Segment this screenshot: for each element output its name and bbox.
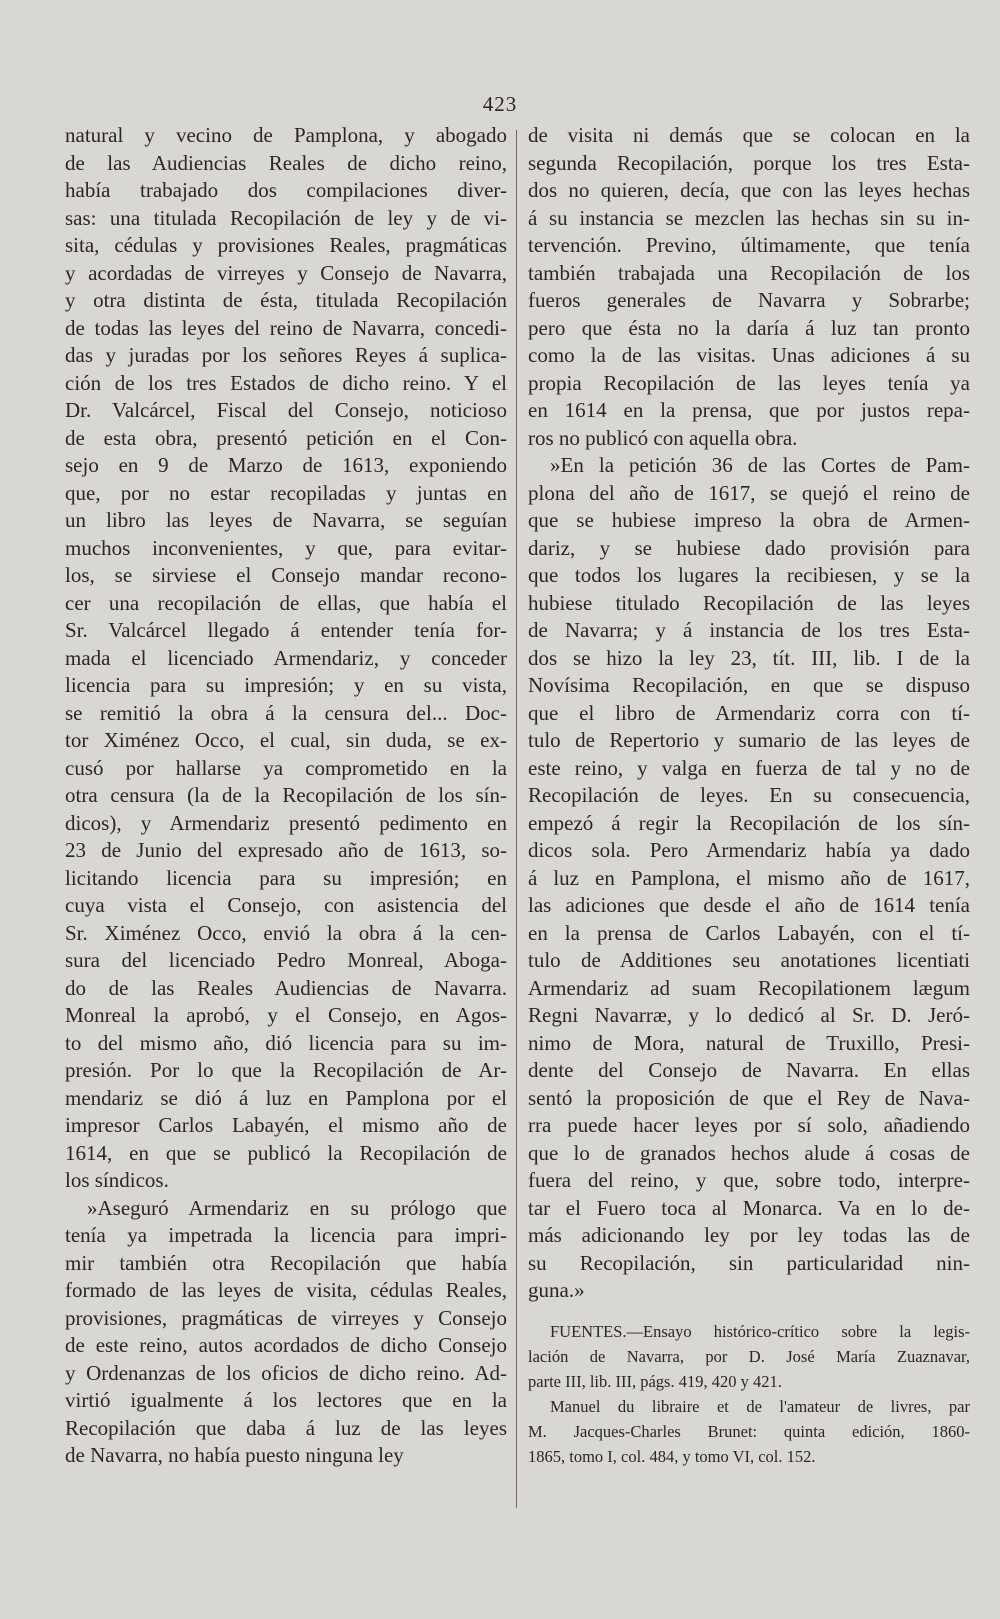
text-line: Monreal la aprobó, y el Consejo, en Agos- [65,1003,507,1027]
text-line: también trabajada una Recopilación de los [528,260,970,285]
text-line: mendariz se dió á luz en Pamplona por el [65,1085,507,1110]
text-line: había trabajado dos compilaciones diver- [65,178,507,202]
text-line: plona del año de 1617, se quejó el reino de [528,480,970,505]
text-line: to del mismo año, dió licencia para su im- [65,1030,507,1055]
text-line: fueros generales de Navarra y Sobrarbe; [528,288,970,312]
text-line: presión. Por lo que la Recopilación de Ar- [65,1058,507,1082]
text-line: impresor Carlos Labayén, el mismo año de [65,1113,507,1137]
text-line: dicos sola. Pero Armendariz había ya dado [528,838,970,862]
text-line: sentó la proposición de que el Rey de Nava- [528,1085,970,1110]
text-line: en la prensa de Carlos Labayén, con el tí- [528,920,970,945]
source-line: 1865, tomo I, col. 484, y tomo VI, col. 152. [528,1446,816,1466]
text-line: empezó á regir la Recopilación de los sín- [528,810,970,835]
text-line: dente del Consejo de Navarra. En ellas [528,1058,970,1082]
text-line: propia Recopilación de las leyes tenía ya [528,370,970,395]
text-line: se remitió la obra á la censura del... Doc- [65,700,507,725]
text-line: provisiones, pragmáticas de virreyes y Consejo [65,1305,507,1330]
text-line: dicos), y Armendariz presentó pedimento en [65,810,507,835]
text-line: licitando licencia para su impresión; en [65,865,507,890]
text-line: dos no quieren, decía, que con las leyes hechas [528,178,970,202]
text-line: Dr. Valcárcel, Fiscal del Consejo, noticioso [65,398,507,422]
text-line: que el libro de Armendariz corra con tí- [528,700,970,725]
text-line: Armendariz ad suam Recopilationem lægum [528,975,970,1000]
source-line: parte III, lib. III, págs. 419, 420 y 421. [528,1371,782,1391]
text-line: otra censura (la de la Recopilación de los sín- [65,783,507,807]
text-line: los, se sirviese el Consejo mandar recono- [65,563,507,587]
text-line: Recopilación que daba á luz de las leyes [65,1415,507,1440]
text-line: sura del licenciado Pedro Monreal, Aboga- [65,948,507,972]
source-line: FUENTES.—Ensayo histórico-crítico sobre la legis- [550,1321,970,1341]
text-line: á luz en Pamplona, el mismo año de 1617, [528,865,970,890]
text-line: más adicionando ley por ley todas las de [528,1223,970,1247]
text-line: que todos los lugares la recibiesen, y se la [528,563,970,587]
text-line: un libro las leyes de Navarra, se seguían [65,508,507,532]
text-line: ción de los tres Estados de dicho reino. Y el [65,370,507,395]
text-line: de esta obra, presentó petición en el Con- [65,425,507,450]
text-line: Recopilación de leyes. En su consecuencia, [528,783,970,807]
text-line: cusó por hallarse ya comprometido en la [65,755,507,780]
text-line: 1614, en que se publicó la Recopilación de [65,1140,507,1165]
text-line: mir también otra Recopilación que había [65,1250,507,1275]
text-line: este reino, y valga en fuerza de tal y no de [528,755,970,780]
text-line: 23 de Junio del expresado año de 1613, so- [65,838,507,862]
text-line: tulo de Additiones seu anotationes licentiati [528,948,970,972]
text-line: y otra distinta de ésta, titulada Recopilación [65,288,507,312]
text-line: formado de las leyes de visita, cédulas Reales, [65,1278,507,1302]
text-line: licencia para su impresión; y en su vista, [65,673,507,697]
text-line: como la de las visitas. Unas adiciones á su [528,343,970,367]
text-line: das y juradas por los señores Reyes á suplica- [65,343,507,367]
text-line: guna.» [528,1278,585,1302]
text-line: muchos inconvenientes, y que, para evitar- [65,535,507,560]
left-column [65,122,507,1470]
text-line: de las Audiencias Reales de dicho reino, [65,150,507,175]
right-column [528,122,970,1469]
text-line: en 1614 en la prensa, que por justos repa- [528,398,970,422]
text-line: sita, cédulas y provisiones Reales, pragmáticas [65,233,507,257]
text-line: cer una recopilación de ellas, que había el [65,590,507,615]
text-line: segunda Recopilación, porque los tres Esta- [528,150,970,175]
column-divider [516,130,517,1508]
text-line: natural y vecino de Pamplona, y abogado [65,123,507,147]
text-line: su Recopilación, sin particularidad nin- [528,1250,970,1275]
text-line: y acordadas de virreyes y Consejo de Navarra, [65,260,507,285]
text-line: á su instancia se mezclen las hechas sin su in- [528,205,970,230]
text-line: dos se hizo la ley 23, tít. III, lib. I de la [528,645,970,670]
text-line: sejo en 9 de Marzo de 1613, exponiendo [65,453,507,477]
text-line: »En la petición 36 de las Cortes de Pam- [550,453,970,477]
source-line: lación de Navarra, por D. José María Zuaznavar, [528,1346,970,1366]
source-line: M. Jacques-Charles Brunet: quinta edición, 1860- [528,1421,970,1441]
text-line: tar el Fuero toca al Monarca. Va en lo de- [528,1195,970,1220]
text-line: Regni Navarræ, y lo dedicó al Sr. D. Jeró- [528,1003,970,1027]
text-line: sas: una titulada Recopilación de ley y de vi- [65,205,507,230]
text-line: Sr. Ximénez Occo, envió la obra á la cen- [65,920,507,945]
text-line: que lo de granados hechos alude á cosas de [528,1140,970,1165]
text-line: hubiese titulado Recopilación de las leyes [528,590,970,615]
text-line: tulo de Repertorio y sumario de las leyes de [528,728,970,752]
text-line: pero que ésta no la daría á luz tan pronto [528,315,970,340]
text-line: de visita ni demás que se colocan en la [528,123,970,147]
text-line: los síndicos. [65,1168,169,1192]
text-line: de todas las leyes del reino de Navarra, concedi- [65,315,507,340]
text-line: rra puede hacer leyes por sí solo, añadiendo [528,1113,970,1137]
page-number: 423 [482,92,518,116]
sources-footnote [528,1319,970,1469]
text-line: virtió igualmente á los lectores que en la [65,1388,507,1412]
text-line: »Aseguró Armendariz en su prólogo que [87,1195,507,1220]
text-line: Novísima Recopilación, en que se dispuso [528,673,970,697]
text-line: ros no publicó con aquella obra. [528,425,798,450]
text-line: tervención. Previno, últimamente, que tenía [528,233,970,257]
text-line: y Ordenanzas de los oficios de dicho reino. Ad- [65,1360,507,1385]
text-line: nimo de Mora, natural de Truxillo, Presi- [528,1030,970,1055]
text-line: mada el licenciado Armendariz, y conceder [65,645,507,670]
text-line: de Navarra, no había puesto ninguna ley [65,1443,404,1467]
text-line: tor Ximénez Occo, el cual, sin duda, se ex- [65,728,507,752]
text-line: de este reino, autos acordados de dicho Consejo [65,1333,507,1357]
text-line: de Navarra; y á instancia de los tres Esta- [528,618,970,642]
source-line: Manuel du libraire et de l'amateur de livres, par [550,1396,970,1416]
text-line: fuera del reino, y que, sobre todo, interpre- [528,1168,970,1192]
text-line: cuya vista el Consejo, con asistencia del [65,893,507,917]
text-line: tenía ya impetrada la licencia para impri- [65,1223,507,1247]
text-line: Sr. Valcárcel llegado á entender tenía for- [65,618,507,642]
text-line: que, por no estar recopiladas y juntas en [65,480,507,505]
text-line: do de las Reales Audiencias de Navarra. [65,975,507,1000]
text-line: que se hubiese impreso la obra de Armen- [528,508,970,532]
text-line: las adiciones que desde el año de 1614 tenía [528,893,970,917]
text-line: dariz, y se hubiese dado provisión para [528,535,970,560]
